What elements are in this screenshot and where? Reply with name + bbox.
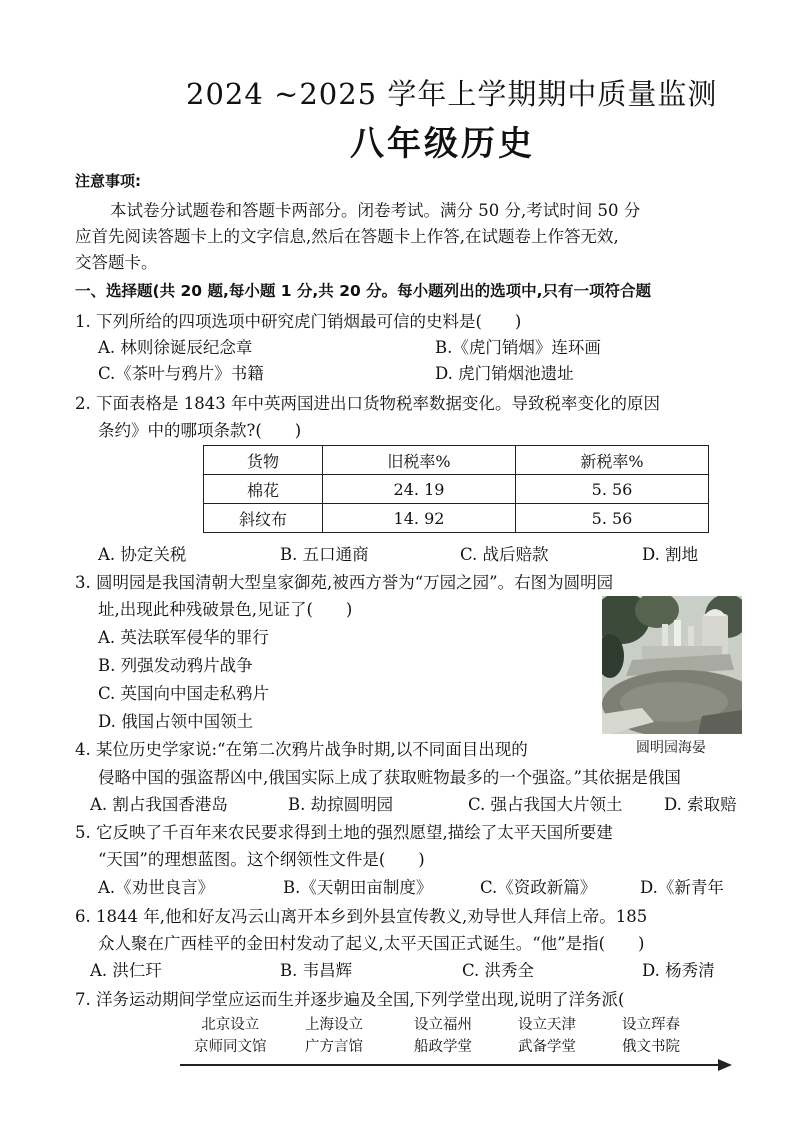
question-6-option-b: B. 韦昌辉: [280, 961, 353, 980]
question-1-option-a: A. 林则徐诞辰纪念章: [98, 338, 253, 357]
table-cell: 14. 92: [323, 504, 516, 533]
question-1-option-b: B.《虎门销烟》连环画: [435, 338, 601, 357]
timeline-entry-place: 设立福州: [414, 1017, 472, 1033]
question-3-option-d: D. 俄国占领中国领土: [98, 712, 254, 731]
question-4-stem-cont: 侵略中国的强盗帮凶中,俄国实际上成了获取赃物最多的一个强盗。”其依据是俄国: [98, 768, 681, 787]
question-2-option-c: C. 战后赔款: [460, 545, 549, 564]
question-4-option-c: C. 强占我国大片领土: [468, 795, 623, 814]
table-header-cell: 新税率%: [516, 446, 709, 475]
notice-line-3: 交答题卡。: [75, 253, 158, 272]
table-header-cell: 旧税率%: [323, 446, 516, 475]
question-6-stem: 6. 1844 年,他和好友冯云山离开本乡到外县宣传教义,劝导世人拜信上帝。185: [75, 907, 648, 926]
timeline-entry-school: 武备学堂: [518, 1039, 576, 1055]
timeline-entry-school: 京师同文馆: [194, 1039, 267, 1055]
table-header-row: [204, 446, 709, 475]
timeline-entry-school: 广方言馆: [305, 1039, 363, 1055]
notice-label: 注意事项:: [75, 172, 141, 190]
notice-line-1: 本试卷分试题卷和答题卡两部分。闭卷考试。满分 50 分,考试时间 50 分: [110, 201, 641, 220]
section-heading-choice: 一、选择题(共 20 题,每小题 1 分,共 20 分。每小题列出的选项中,只有一项符合题: [75, 282, 652, 300]
question-6-option-c: C. 洪秀全: [462, 961, 535, 980]
table-cell: 5. 56: [516, 504, 709, 533]
question-3-option-c: C. 英国向中国走私鸦片: [98, 684, 270, 703]
question-3-stem-cont: 址,出现此种残破景色,见证了( ): [98, 600, 353, 619]
ruins-illustration: [602, 596, 742, 734]
question-5-option-d: D.《新青年: [640, 878, 724, 897]
question-7-stem: 7. 洋务运动期间学堂应运而生并逐步遍及全国,下列学堂出现,说明了洋务派(: [75, 990, 625, 1009]
timeline-entry-place: 上海设立: [305, 1017, 363, 1033]
question-1-stem: 1. 下列所给的四项选项中研究虎门销烟最可信的史料是( ): [75, 312, 522, 331]
school-timeline: [180, 1012, 740, 1082]
question-1-option-d: D. 虎门销烟池遗址: [435, 364, 574, 383]
timeline-entry-place: 设立珲春: [622, 1017, 680, 1033]
table-row: [204, 504, 709, 533]
question-2-stem-cont: 条约》中的哪项条款?( ): [98, 421, 302, 440]
question-2-option-d: D. 割地: [642, 545, 699, 564]
yuanmingyuan-ruins-photo: [602, 596, 742, 734]
photo-caption: 圆明园海晏: [636, 740, 706, 756]
exam-subject-title: 八年级历史: [350, 124, 535, 164]
timeline-entry-school: 船政学堂: [414, 1039, 472, 1055]
table-row: [204, 475, 709, 504]
tax-rate-table: [203, 445, 709, 533]
table-cell: 斜纹布: [204, 504, 323, 533]
timeline-axis: [180, 1012, 740, 1082]
question-5-option-b: B.《天朝田亩制度》: [283, 878, 433, 897]
question-5-stem: 5. 它反映了千百年来农民要求得到土地的强烈愿望,描绘了太平天国所要建: [75, 823, 613, 842]
question-5-stem-cont: “天国”的理想蓝图。这个纲领性文件是( ): [98, 850, 425, 869]
table-header-cell: 货物: [204, 446, 323, 475]
table-cell: 棉花: [204, 475, 323, 504]
question-2-option-a: A. 协定关税: [98, 545, 187, 564]
question-2-option-b: B. 五口通商: [280, 545, 369, 564]
question-3-option-b: B. 列强发动鸦片战争: [98, 656, 253, 675]
question-1-option-c: C.《茶叶与鸦片》书籍: [98, 364, 264, 383]
question-4-option-b: B. 劫掠圆明园: [288, 795, 394, 814]
question-4-stem: 4. 某位历史学家说:“在第二次鸦片战争时期,以不同面目出现的: [75, 740, 528, 759]
question-5-option-a: A.《劝世良言》: [98, 878, 215, 897]
notice-line-2: 应首先阅读答题卡上的文字信息,然后在答题卡上作答,在试题卷上作答无效,: [75, 227, 619, 246]
table-cell: 5. 56: [516, 475, 709, 504]
table-cell: 24. 19: [323, 475, 516, 504]
exam-title: 2024 ~2025 学年上学期期中质量监测: [186, 77, 718, 111]
question-6-option-a: A. 洪仁玕: [90, 961, 162, 980]
question-5-option-c: C.《资政新篇》: [480, 878, 597, 897]
question-4-option-a: A. 割占我国香港岛: [90, 795, 228, 814]
question-4-option-d: D. 索取赔: [664, 795, 737, 814]
question-3-stem: 3. 圆明园是我国清朝大型皇家御苑,被西方誉为“万园之园”。右图为圆明园: [75, 573, 614, 592]
timeline-entry-place: 北京设立: [201, 1017, 260, 1033]
question-6-option-d: D. 杨秀清: [642, 961, 715, 980]
question-2-stem: 2. 下面表格是 1843 年中英两国进出口货物税率数据变化。导致税率变化的原因: [75, 394, 660, 413]
question-6-stem-cont: 众人聚在广西桂平的金田村发动了起义,太平天国正式诞生。“他”是指( ): [98, 934, 645, 953]
question-3-option-a: A. 英法联军侵华的罪行: [98, 628, 269, 647]
timeline-entry-school: 俄文书院: [622, 1039, 680, 1055]
timeline-entry-place: 设立天津: [518, 1017, 576, 1033]
